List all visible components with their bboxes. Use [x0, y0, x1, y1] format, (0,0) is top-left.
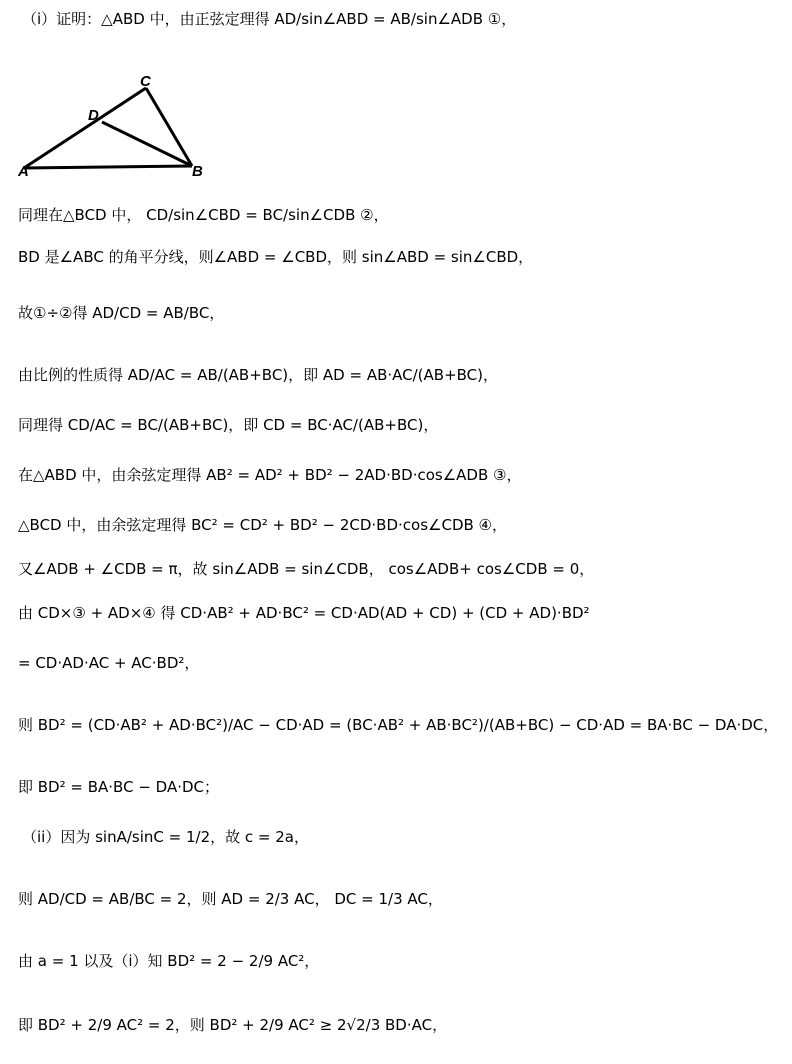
- line-13: 即 BD² = BA·BC − DA·DC；: [18, 778, 219, 796]
- line-17: 即 BD² + 2/9 AC² = 2，则 BD² + 2/9 AC² ≥ 2√2/3 BD·AC，: [18, 1016, 448, 1034]
- line-15: 则 AD/CD = AB/BC = 2，则 AD = 2/3 AC， DC = 1/3 AC，: [18, 890, 443, 908]
- line-4: 故①÷②得 AD/CD = AB/BC，: [18, 304, 225, 322]
- line-5: 由比例的性质得 AD/AC = AB/(AB+BC)，即 AD = AB·AC/(AB+BC)，: [18, 366, 498, 384]
- triangle-figure: [18, 72, 218, 180]
- line-3: BD 是∠ABC 的角平分线，则∠ABD = ∠CBD，则 sin∠ABD = sin∠CBD，: [18, 248, 534, 266]
- label-d: D: [88, 107, 99, 124]
- line-12: 则 BD² = (CD·AB² + AD·BC²)/AC − CD·AD = (BC·AB² + AB·BC²)/(AB+BC) − CD·AD = BA·BC − DA·DC，: [18, 716, 779, 734]
- line-2: 同理在△BCD 中， CD/sin∠CBD = BC/sin∠CDB ②，: [18, 206, 389, 224]
- line-11: = CD·AD·AC + AC·BD²，: [18, 654, 200, 672]
- line-6: 同理得 CD/AC = BC/(AB+BC)，即 CD = BC·AC/(AB+BC)，: [18, 416, 439, 434]
- line-1: （i）证明：△ABD 中，由正弦定理得 AD/sin∠ABD = AB/sin∠ADB ①，: [22, 10, 517, 28]
- line-7: 在△ABD 中，由余弦定理得 AB² = AD² + BD² − 2AD·BD·cos∠ADB ③，: [18, 466, 522, 484]
- line-16: 由 a = 1 以及（i）知 BD² = 2 − 2/9 AC²，: [18, 952, 320, 970]
- line-14: （ii）因为 sinA/sinC = 1/2，故 c = 2a，: [22, 828, 309, 846]
- line-8: △BCD 中，由余弦定理得 BC² = CD² + BD² − 2CD·BD·cos∠CDB ④，: [18, 516, 508, 534]
- label-b: B: [192, 163, 203, 180]
- label-c: C: [140, 73, 151, 90]
- line-10: 由 CD×③ + AD×④ 得 CD·AB² + AD·BC² = CD·AD(AD + CD) + (CD + AD)·BD²: [18, 604, 590, 622]
- side-ac: [24, 88, 146, 168]
- side-ab: [24, 166, 192, 168]
- line-9: 又∠ADB + ∠CDB = π，故 sin∠ADB = sin∠CDB， cos∠ADB+ cos∠CDB = 0，: [18, 560, 595, 578]
- label-a: A: [18, 163, 29, 180]
